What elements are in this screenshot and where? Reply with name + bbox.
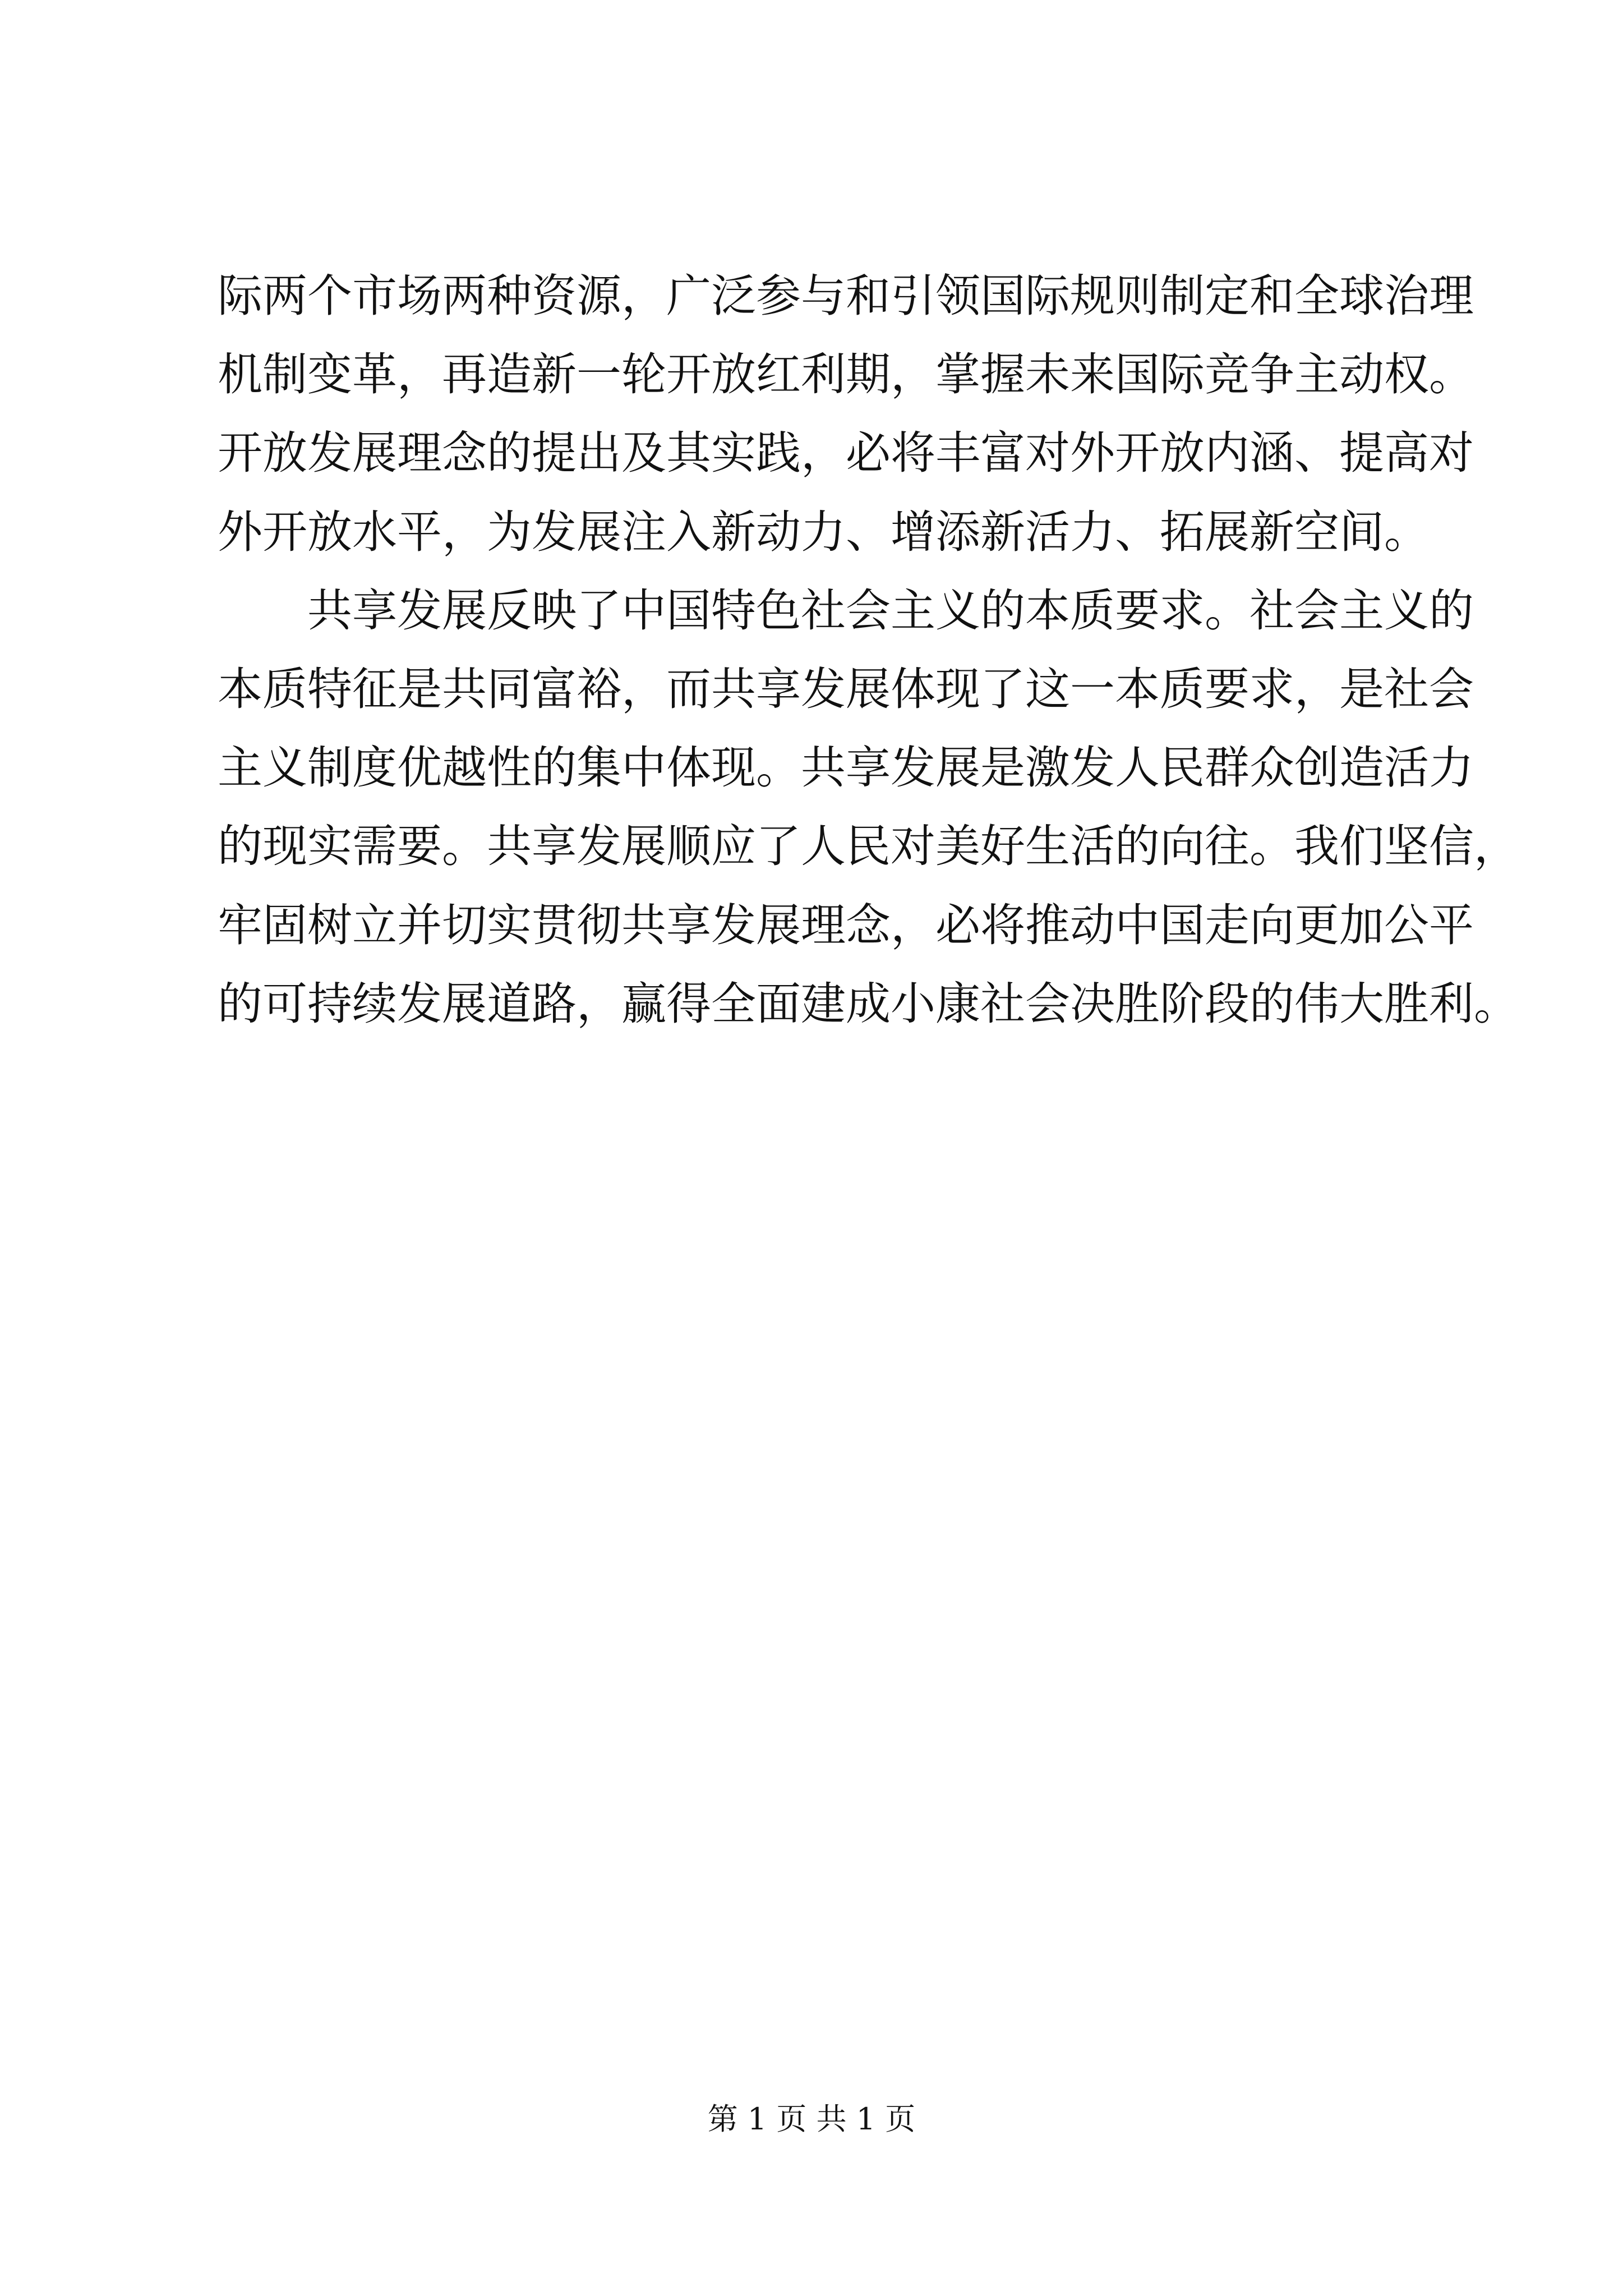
text-line: 牢固树立并切实贯彻共享发展理念，必将推动中国走向更加公平 [218, 899, 1474, 951]
text-line: 机制变革，再造新一轮开放红利期，掌握未来国际竞争主动权。 [218, 348, 1474, 401]
text-line: 共享发展反映了中国特色社会主义的本质要求。社会主义的 [307, 584, 1474, 637]
text-line: 开放发展理念的提出及其实践，必将丰富对外开放内涵、提高对 [218, 427, 1474, 480]
text-line: 际两个市场两种资源，广泛参与和引领国际规则制定和全球治理 [218, 270, 1474, 322]
text-line: 的现实需要。共享发展顺应了人民对美好生活的向往。我们坚信， [218, 820, 1519, 873]
paragraph-open-development [218, 257, 1474, 572]
document-body [218, 257, 1519, 1043]
text-line: 主义制度优越性的集中体现。共享发展是激发人民群众创造活力 [218, 742, 1474, 794]
paragraph-shared-development [218, 572, 1519, 1043]
page-footer-number: 第 1 页 共 1 页 [707, 2101, 916, 2137]
text-line: 的可持续发展道路，赢得全面建成小康社会决胜阶段的伟大胜利。 [218, 977, 1519, 1030]
text-line: 本质特征是共同富裕，而共享发展体现了这一本质要求，是社会 [218, 662, 1474, 715]
text-line: 外开放水平，为发展注入新动力、增添新活力、拓展新空间。 [218, 505, 1429, 558]
